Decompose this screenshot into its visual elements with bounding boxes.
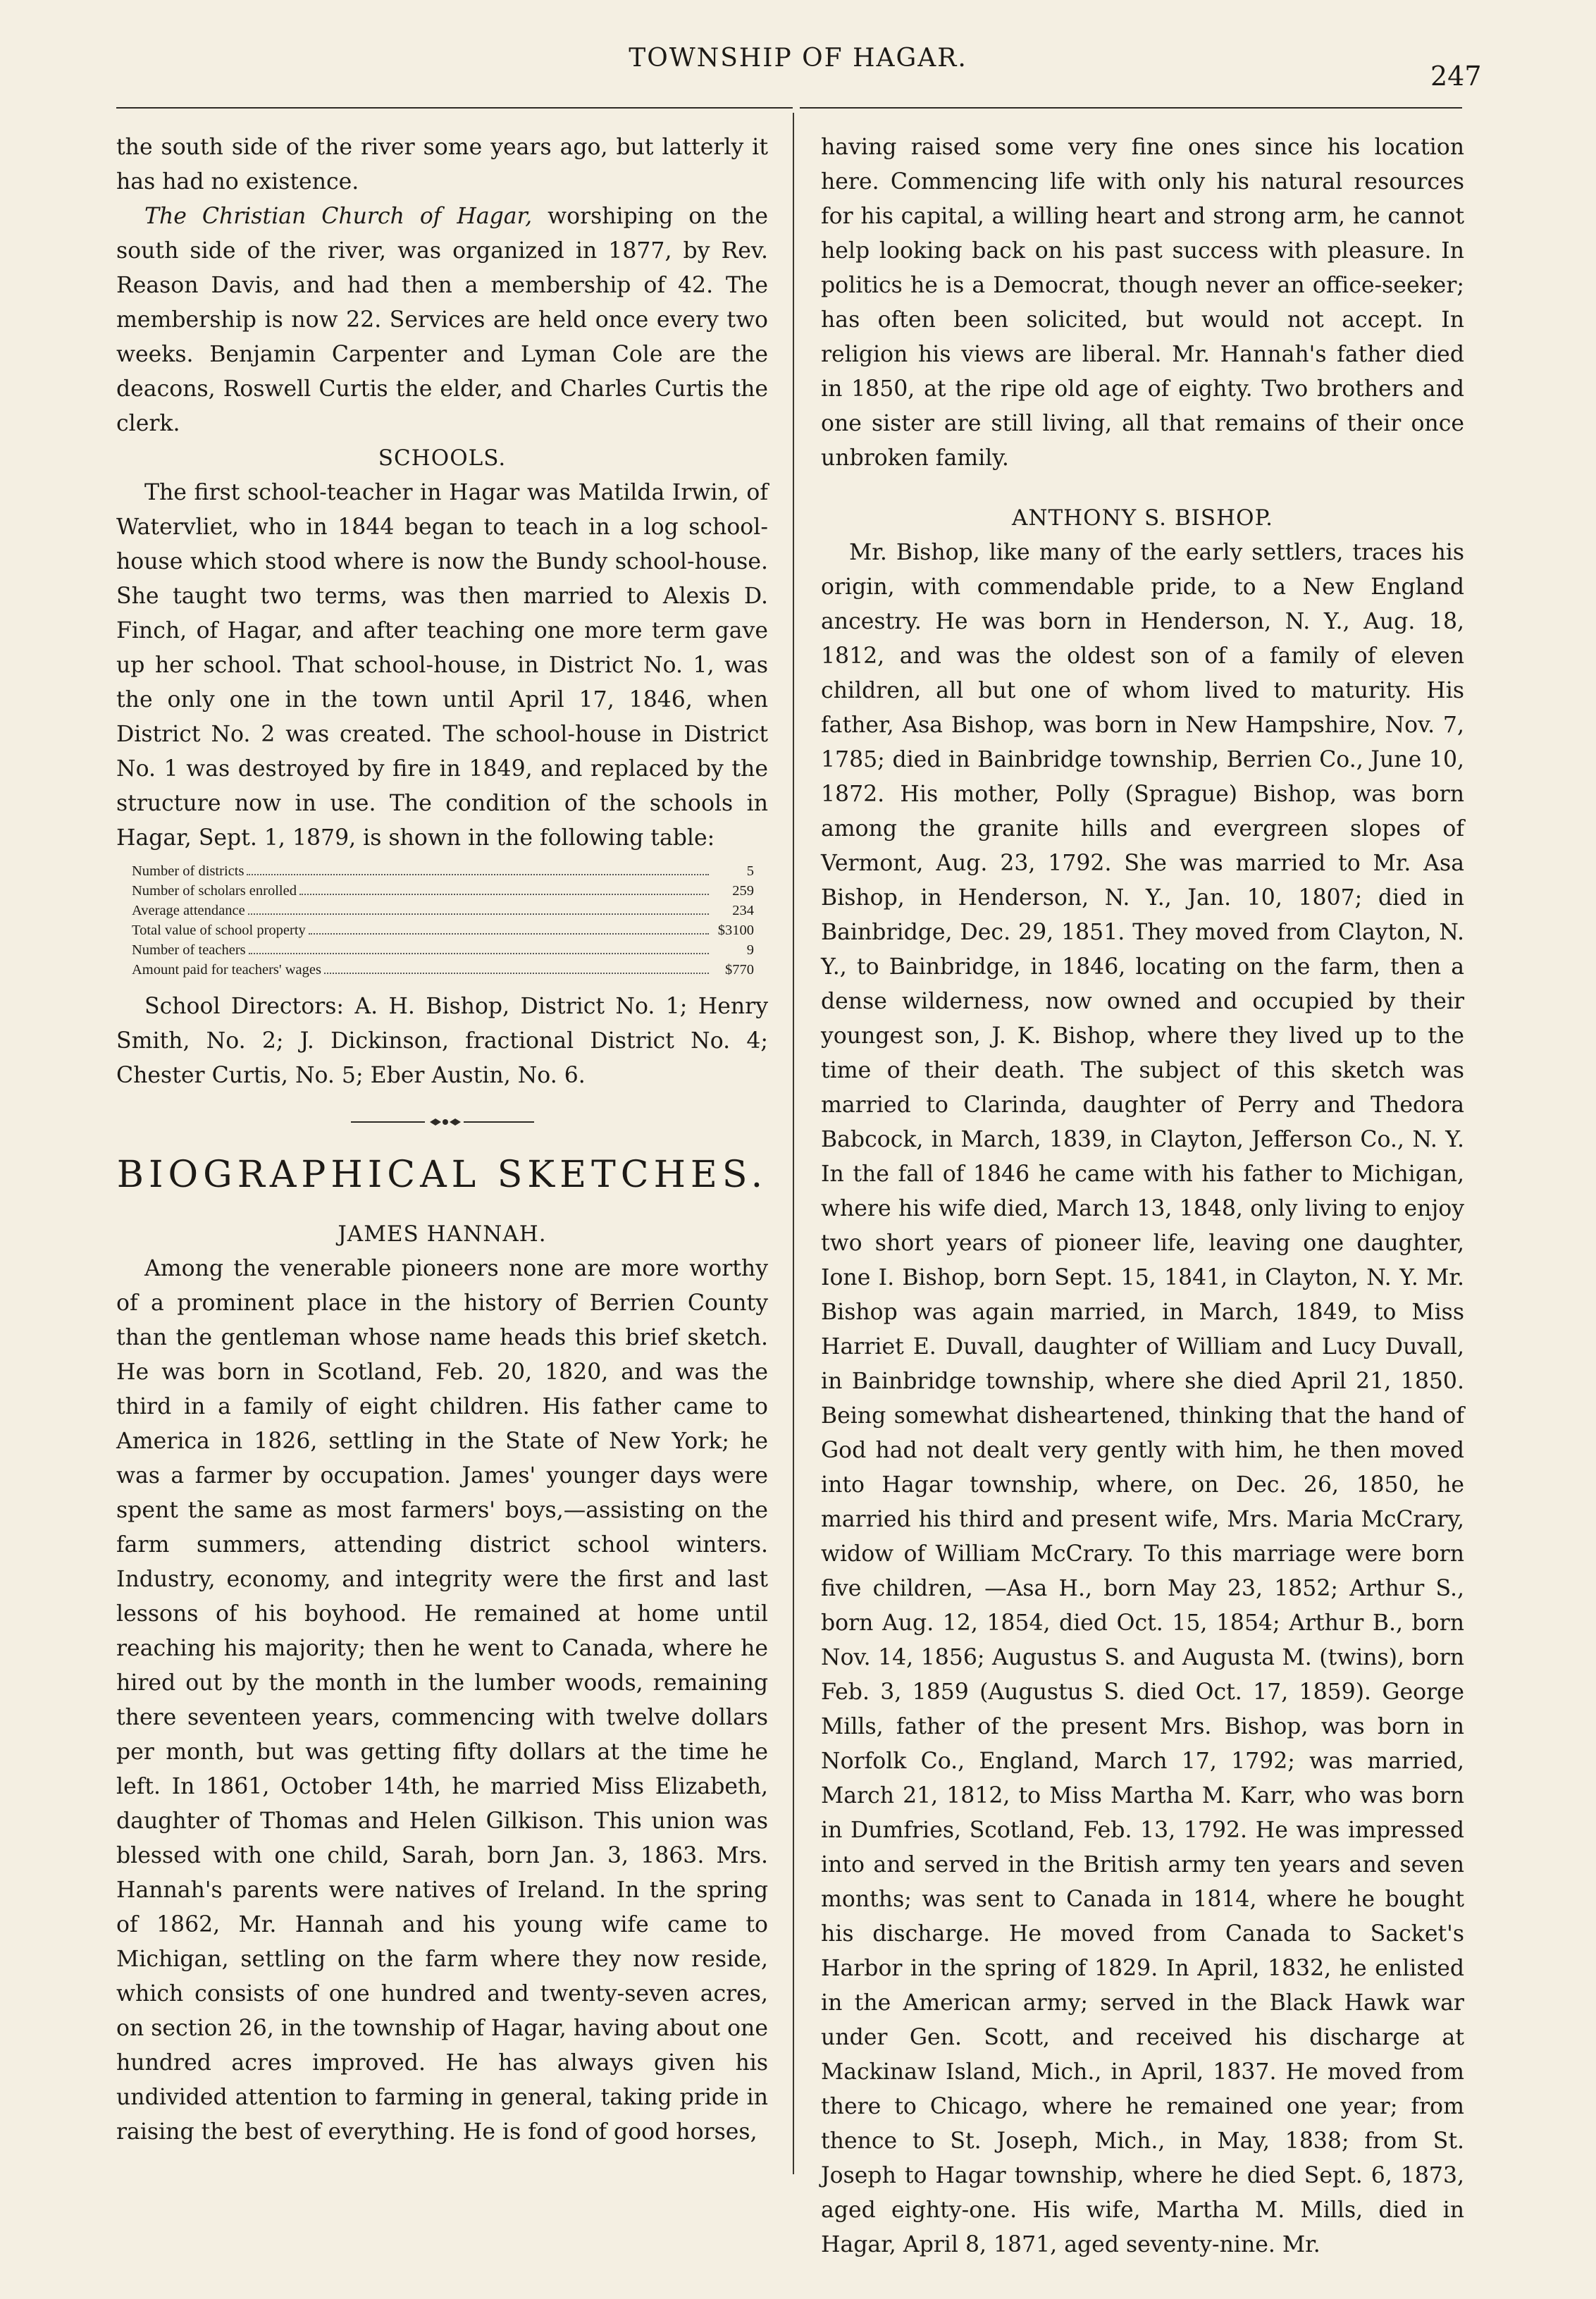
stat-row: [116, 960, 768, 980]
page-number: 247: [1430, 61, 1482, 92]
church-name: The Christian Church of Hagar,: [144, 204, 533, 229]
stat-row: [116, 920, 768, 940]
stat-value: 9: [746, 942, 754, 958]
paragraph-continued: the south side of the river some years ago, but latterly it has had no existence.: [116, 135, 768, 195]
stat-value: 234: [732, 903, 754, 918]
stat-value: 5: [746, 863, 754, 879]
stat-value: $770: [725, 962, 754, 978]
spacer: [821, 476, 1464, 501]
section-ornament: [116, 1117, 768, 1127]
stat-row: [116, 861, 768, 881]
james-hannah-paragraph: Among the venerable pioneers none are more worthy of a prominent place in the history of Berrien County than the gentleman whose name heads this brief sketch. He was born in Scotland, Feb. 20, 1820, and was the third in a family of eight children. His father came to America in 1826, settling in the State of New York; he was a farmer by occupation. James' younger days were spent the same as most farmers' boys,—assisting on the farm summers, attending district school winters. Industry, economy, and integrity were the first and last lessons of his boyhood. He remained at home until reaching his majority; then he went to Canada, where he hired out by the month in the lumber woods, remaining there seventeen years, commencing with twelve dollars per month, but was getting fifty dollars at the time he left. In 1861, October 14th, he married Miss Elizabeth, daughter of Thomas and Helen Gilkison. This union was blessed with one child, Sarah, born Jan. 3, 1863. Mrs. Hannah's parents were natives of Ireland. In the spring of 1862, Mr. Hannah and his young wife came to Michigan, settling on the farm where they now reside, which consists of one hundred and twenty-seven acres, on section 26, in the township of Hagar, having about one hundred acres improved. He has always given his undivided attention to farming in general, taking pride in raising the best of everything. He is fond of good horses,: [116, 1256, 768, 2145]
header-rule-right: [800, 107, 1462, 109]
right-column: [821, 130, 1464, 2262]
dot-leader: [299, 894, 709, 895]
running-head: TOWNSHIP OF HAGAR.: [629, 44, 967, 73]
left-column: [116, 130, 768, 2150]
stat-row: [116, 881, 768, 901]
dot-leader: [324, 973, 709, 974]
stat-label: Average attendance: [132, 903, 245, 918]
dot-leader: [247, 874, 709, 875]
column-divider: [793, 113, 794, 2174]
stat-value: $3100: [717, 923, 754, 938]
church-paragraph: [116, 199, 768, 441]
stat-label: Number of districts: [132, 863, 245, 879]
church-text: worshiping on the south side of the river, was organized in 1877, by Rev. Reason Davis, and had then a membership of 42. The membership is now 22. Services are held once every two weeks. Benjamin Carpenter and Lyman Cole are the deacons, Roswell Curtis the elder, and Charles Curtis the clerk.: [116, 204, 768, 436]
james-hannah-heading: JAMES HANNAH.: [338, 1221, 547, 1247]
hannah-continued-paragraph: having raised some very fine ones since his location here. Commencing life with only his natural resources for his capital, a willing heart and strong arm, he cannot help looking back on his past success with pleasure. In politics he is a Democrat, though never an office-seeker; has often been solicited, but would not accept. In religion his views are liberal. Mr. Hannah's father died in 1850, at the ripe old age of eighty. Two brothers and one sister are still living, all that remains of their once unbroken family.: [821, 135, 1464, 471]
stat-label: Total value of school property: [132, 923, 306, 938]
biographical-sketches-heading: BIOGRAPHICAL SKETCHES.: [116, 1154, 768, 1196]
schools-paragraph: The first school-teacher in Hagar was Matilda Irwin, of Watervliet, who in 1844 began to teach in a log school-house which stood where is now the Bundy school-house. She taught two terms, was then married to Alexis D. Finch, of Hagar, and after teaching one more term gave up her school. That school-house, in District No. 1, was the only one in the town until April 17, 1846, when District No. 2 was created. The school-house in District No. 1 was destroyed by fire in 1849, and replaced by the structure now in use. The condition of the schools in Hagar, Sept. 1, 1879, is shown in the following table:: [116, 480, 768, 851]
stat-row: [116, 940, 768, 960]
dot-leader: [249, 953, 709, 954]
dot-leader: [309, 933, 709, 935]
header-rule-left: [116, 107, 793, 109]
anthony-bishop-paragraph: Mr. Bishop, like many of the early settlers, traces his origin, with commendable pride, to a New England ancestry. He was born in Henderson, N. Y., Aug. 18, 1812, and was the oldest son of a family of eleven children, all but one of whom lived to maturity. His father, Asa Bishop, was born in New Hampshire, Nov. 7, 1785; died in Bainbridge township, Berrien Co., June 10, 1872. His mother, Polly (Sprague) Bishop, was born among the granite hills and evergreen slopes of Vermont, Aug. 23, 1792. She was married to Mr. Asa Bishop, in Henderson, N. Y., Jan. 10, 1807; died in Bainbridge, Dec. 29, 1851. They moved from Clayton, N. Y., to Bainbridge, in 1846, locating on the farm, then a dense wilderness, now owned and occupied by their youngest son, J. K. Bishop, where they lived up to the time of their death. The subject of this sketch was married to Clarinda, daughter of Perry and Thedora Babcock, in March, 1839, in Clayton, Jefferson Co., N. Y. In the fall of 1846 he came with his father to Michigan, where his wife died, March 13, 1848, only living to enjoy two short years of pioneer life, leaving one daughter, Ione I. Bishop, born Sept. 15, 1841, in Clayton, N. Y. Mr. Bishop was again married, in March, 1849, to Miss Harriet E. Duvall, daughter of William and Lucy Duvall, in Bainbridge township, where she died April 21, 1850. Being somewhat disheartened, thinking that the hand of God had not dealt very gently with him, he then moved into Hagar township, where, on Dec. 26, 1850, he married his third and present wife, Mrs. Maria McCrary, widow of William McCrary. To this marriage were born five children, —Asa H., born May 23, 1852; Arthur S., born Aug. 12, 1854, died Oct. 15, 1854; Arthur B., born Nov. 14, 1856; Augustus S. and Augusta M. (twins), born Feb. 3, 1859 (Augustus S. died Oct. 17, 1859). George Mills, father of the present Mrs. Bishop, was born in Norfolk Co., England, March 17, 1792; was married, March 21, 1812, to Miss Martha M. Karr, who was born in Dumfries, Scotland, Feb. 13, 1792. He was impressed into and served in the British army ten years and seven months; was sent to Canada in 1814, where he bought his discharge. He moved from Canada to Sacket's Harbor in the spring of 1829. In April, 1832, he enlisted in the American army; served in the Black Hawk war under Gen. Scott, and received his discharge at Mackinaw Island, Mich., in April, 1837. He moved from there to Chicago, where he remained one year; from thence to St. Joseph, Mich., in May, 1838; from St. Joseph to Hagar township, where he died Sept. 6, 1873, aged eighty-one. His wife, Martha M. Mills, died in Hagar, April 8, 1871, aged seventy-nine. Mr.: [821, 540, 1464, 2257]
stat-label: Number of scholars enrolled: [132, 883, 297, 899]
anthony-bishop-heading: ANTHONY S. BISHOP.: [1011, 505, 1274, 531]
stat-value: 259: [732, 883, 754, 899]
dot-leader: [248, 913, 709, 915]
ornament-rule-icon: [351, 1117, 534, 1127]
school-directors-paragraph: School Directors: A. H. Bishop, District No. 1; Henry Smith, No. 2; J. Dickinson, fractional District No. 4; Chester Curtis, No. 5; Eber Austin, No. 6.: [116, 994, 768, 1088]
school-statistics-table: [116, 861, 768, 980]
stat-label: Amount paid for teachers' wages: [132, 962, 321, 978]
schools-heading: SCHOOLS.: [378, 445, 507, 471]
stat-label: Number of teachers: [132, 942, 246, 958]
stat-row: [116, 901, 768, 920]
